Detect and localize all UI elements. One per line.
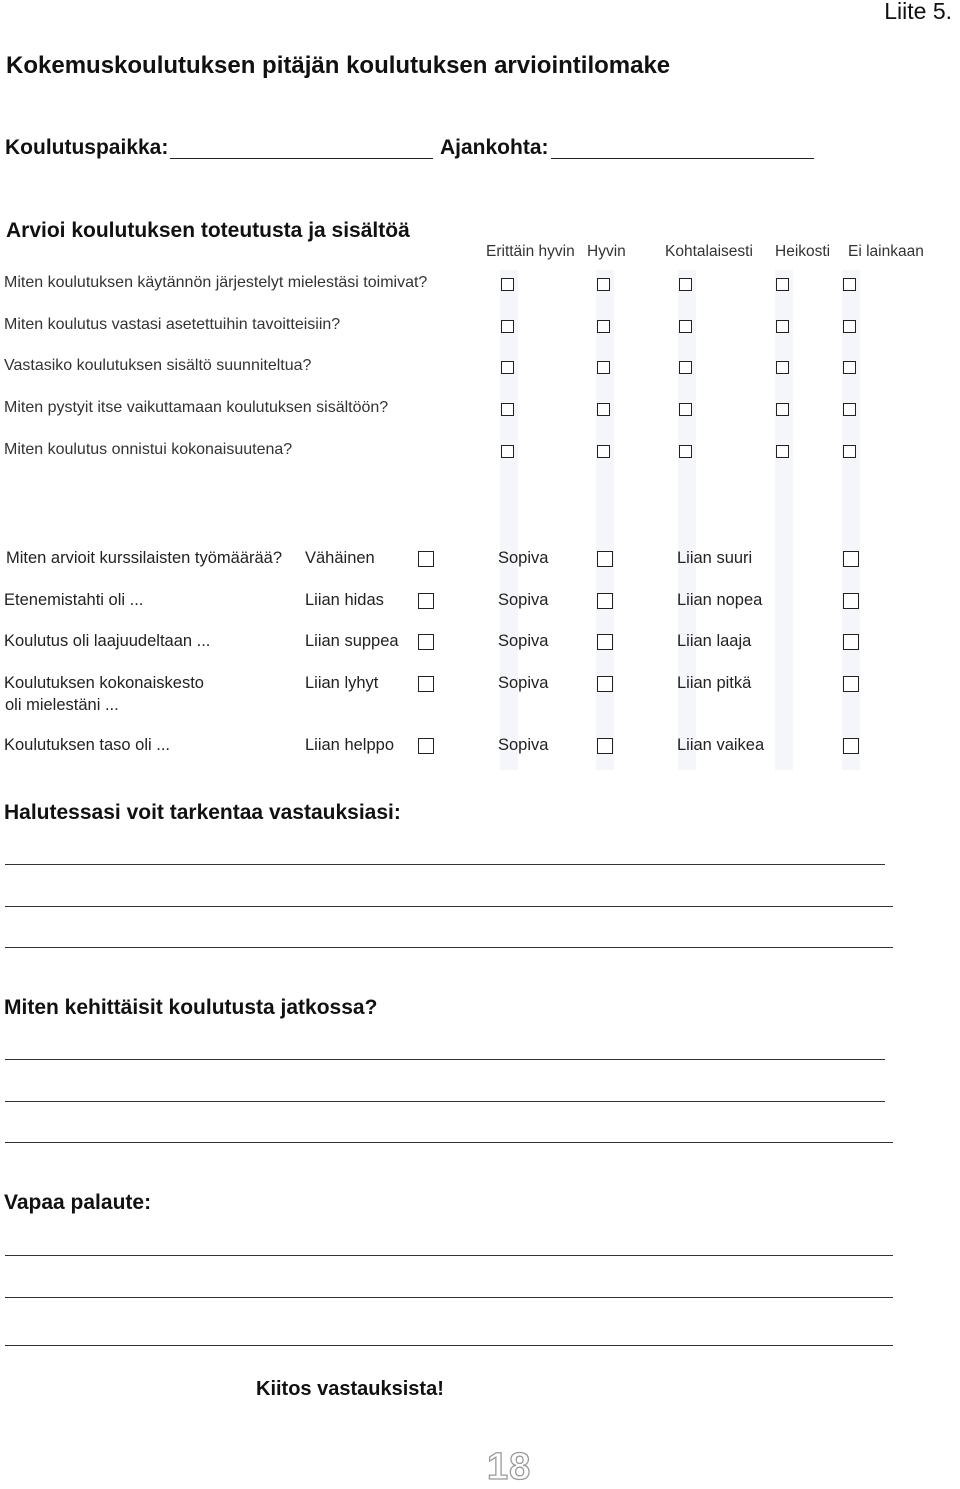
rating-checkbox[interactable] xyxy=(679,403,692,416)
open-question-heading: Vapaa palaute: xyxy=(4,1191,152,1214)
answer-line[interactable] xyxy=(5,1059,885,1060)
form-title: Kokemuskoulutuksen pitäjän koulutuksen arviointilomake xyxy=(6,52,671,79)
rating-question: Miten pystyit itse vaikuttamaan koulutuksen sisältöön? xyxy=(4,399,389,416)
rating-question: Miten koulutus vastasi asetettuihin tavoitteisiin? xyxy=(4,316,341,333)
column-shade xyxy=(678,270,696,770)
scale-checkbox[interactable] xyxy=(843,738,859,754)
scale-question: Koulutuksen kokonaiskesto xyxy=(4,674,204,692)
option-high-label: Liian vaikea xyxy=(677,736,765,754)
scale-checkbox[interactable] xyxy=(418,593,434,609)
option-low-label: Liian hidas xyxy=(305,591,384,609)
rating-checkbox[interactable] xyxy=(679,445,692,458)
scale-checkbox[interactable] xyxy=(418,676,434,692)
answer-line[interactable] xyxy=(5,1101,885,1102)
rating-question: Vastasiko koulutuksen sisältö suunniteltua? xyxy=(4,357,312,374)
option-mid-label: Sopiva xyxy=(498,549,549,567)
rating-checkbox[interactable] xyxy=(776,445,789,458)
scale-checkbox[interactable] xyxy=(843,593,859,609)
open-question-heading: Miten kehittäisit koulutusta jatkossa? xyxy=(4,996,378,1019)
scale-checkbox[interactable] xyxy=(843,551,859,567)
answer-line[interactable] xyxy=(5,1297,893,1298)
open-question-heading: Halutessasi voit tarkentaa vastauksiasi: xyxy=(4,801,401,824)
column-shade xyxy=(775,270,793,770)
option-mid-label: Sopiva xyxy=(498,591,549,609)
rating-checkbox[interactable] xyxy=(597,403,610,416)
rating-checkbox[interactable] xyxy=(776,278,789,291)
column-shade xyxy=(842,270,860,770)
answer-line[interactable] xyxy=(5,906,893,907)
answer-line[interactable] xyxy=(5,1255,893,1256)
scale-checkbox[interactable] xyxy=(597,551,613,567)
scale-question: oli mielestäni ... xyxy=(5,696,119,714)
ajankohta-field[interactable] xyxy=(551,158,814,159)
rating-checkbox[interactable] xyxy=(501,403,514,416)
rating-checkbox[interactable] xyxy=(776,403,789,416)
rating-checkbox[interactable] xyxy=(597,278,610,291)
rating-checkbox[interactable] xyxy=(776,320,789,333)
rating-checkbox[interactable] xyxy=(597,361,610,374)
scale-checkbox[interactable] xyxy=(597,676,613,692)
thanks-text: Kiitos vastauksista! xyxy=(256,1378,444,1400)
rating-checkbox[interactable] xyxy=(843,278,856,291)
scale-checkbox[interactable] xyxy=(418,634,434,650)
rating-checkbox[interactable] xyxy=(843,445,856,458)
ajankohta-label: Ajankohta: xyxy=(440,136,549,159)
rating-checkbox[interactable] xyxy=(679,320,692,333)
rating-question: Miten koulutuksen käytännön järjestelyt mielestäsi toimivat? xyxy=(4,274,428,291)
rating-checkbox[interactable] xyxy=(843,361,856,374)
option-low-label: Vähäinen xyxy=(305,549,375,567)
option-high-label: Liian laaja xyxy=(677,632,752,650)
rating-checkbox[interactable] xyxy=(597,320,610,333)
option-mid-label: Sopiva xyxy=(498,674,549,692)
column-shade xyxy=(500,270,518,770)
rating-checkbox[interactable] xyxy=(501,320,514,333)
option-low-label: Liian helppo xyxy=(305,736,394,754)
column-header-ei-lainkaan: Ei lainkaan xyxy=(848,243,924,260)
scale-checkbox[interactable] xyxy=(843,676,859,692)
rating-checkbox[interactable] xyxy=(501,445,514,458)
scale-checkbox[interactable] xyxy=(843,634,859,650)
rating-checkbox[interactable] xyxy=(776,361,789,374)
answer-line[interactable] xyxy=(5,1345,893,1346)
column-header-heikosti: Heikosti xyxy=(775,243,831,260)
scale-question: Etenemistahti oli ... xyxy=(4,591,144,609)
option-high-label: Liian suuri xyxy=(677,549,753,567)
column-header-erittain-hyvin: Erittäin hyvin xyxy=(486,243,575,260)
scale-checkbox[interactable] xyxy=(597,593,613,609)
rating-checkbox[interactable] xyxy=(501,361,514,374)
answer-line[interactable] xyxy=(5,1142,893,1143)
scale-checkbox[interactable] xyxy=(418,738,434,754)
answer-line[interactable] xyxy=(5,864,885,865)
rating-checkbox[interactable] xyxy=(843,403,856,416)
scale-checkbox[interactable] xyxy=(597,738,613,754)
option-high-label: Liian nopea xyxy=(677,591,763,609)
scale-question: Miten arvioit kurssilaisten työmäärää? xyxy=(6,549,283,567)
rating-checkbox[interactable] xyxy=(501,278,514,291)
column-header-kohtalaisesti: Kohtalaisesti xyxy=(665,243,753,260)
scale-checkbox[interactable] xyxy=(597,634,613,650)
option-mid-label: Sopiva xyxy=(498,736,549,754)
option-high-label: Liian pitkä xyxy=(677,674,752,692)
rating-checkbox[interactable] xyxy=(843,320,856,333)
rating-checkbox[interactable] xyxy=(679,361,692,374)
koulutuspaikka-field[interactable] xyxy=(170,158,433,159)
option-mid-label: Sopiva xyxy=(498,632,549,650)
column-header-hyvin: Hyvin xyxy=(587,243,626,260)
rating-checkbox[interactable] xyxy=(679,278,692,291)
rating-question: Miten koulutus onnistui kokonaisuutena? xyxy=(4,441,293,458)
scale-question: Koulutus oli laajuudeltaan ... xyxy=(4,632,211,650)
column-shade xyxy=(596,270,614,770)
answer-line[interactable] xyxy=(5,947,893,948)
option-low-label: Liian lyhyt xyxy=(305,674,379,692)
page-number: 18 xyxy=(487,1446,532,1488)
scale-question: Koulutuksen taso oli ... xyxy=(4,736,171,754)
option-low-label: Liian suppea xyxy=(305,632,399,650)
rating-checkbox[interactable] xyxy=(597,445,610,458)
scale-checkbox[interactable] xyxy=(418,551,434,567)
appendix-label: Liite 5. xyxy=(884,0,952,24)
section1-heading: Arvioi koulutuksen toteutusta ja sisältöä xyxy=(6,219,410,242)
koulutuspaikka-label: Koulutuspaikka: xyxy=(5,136,169,159)
